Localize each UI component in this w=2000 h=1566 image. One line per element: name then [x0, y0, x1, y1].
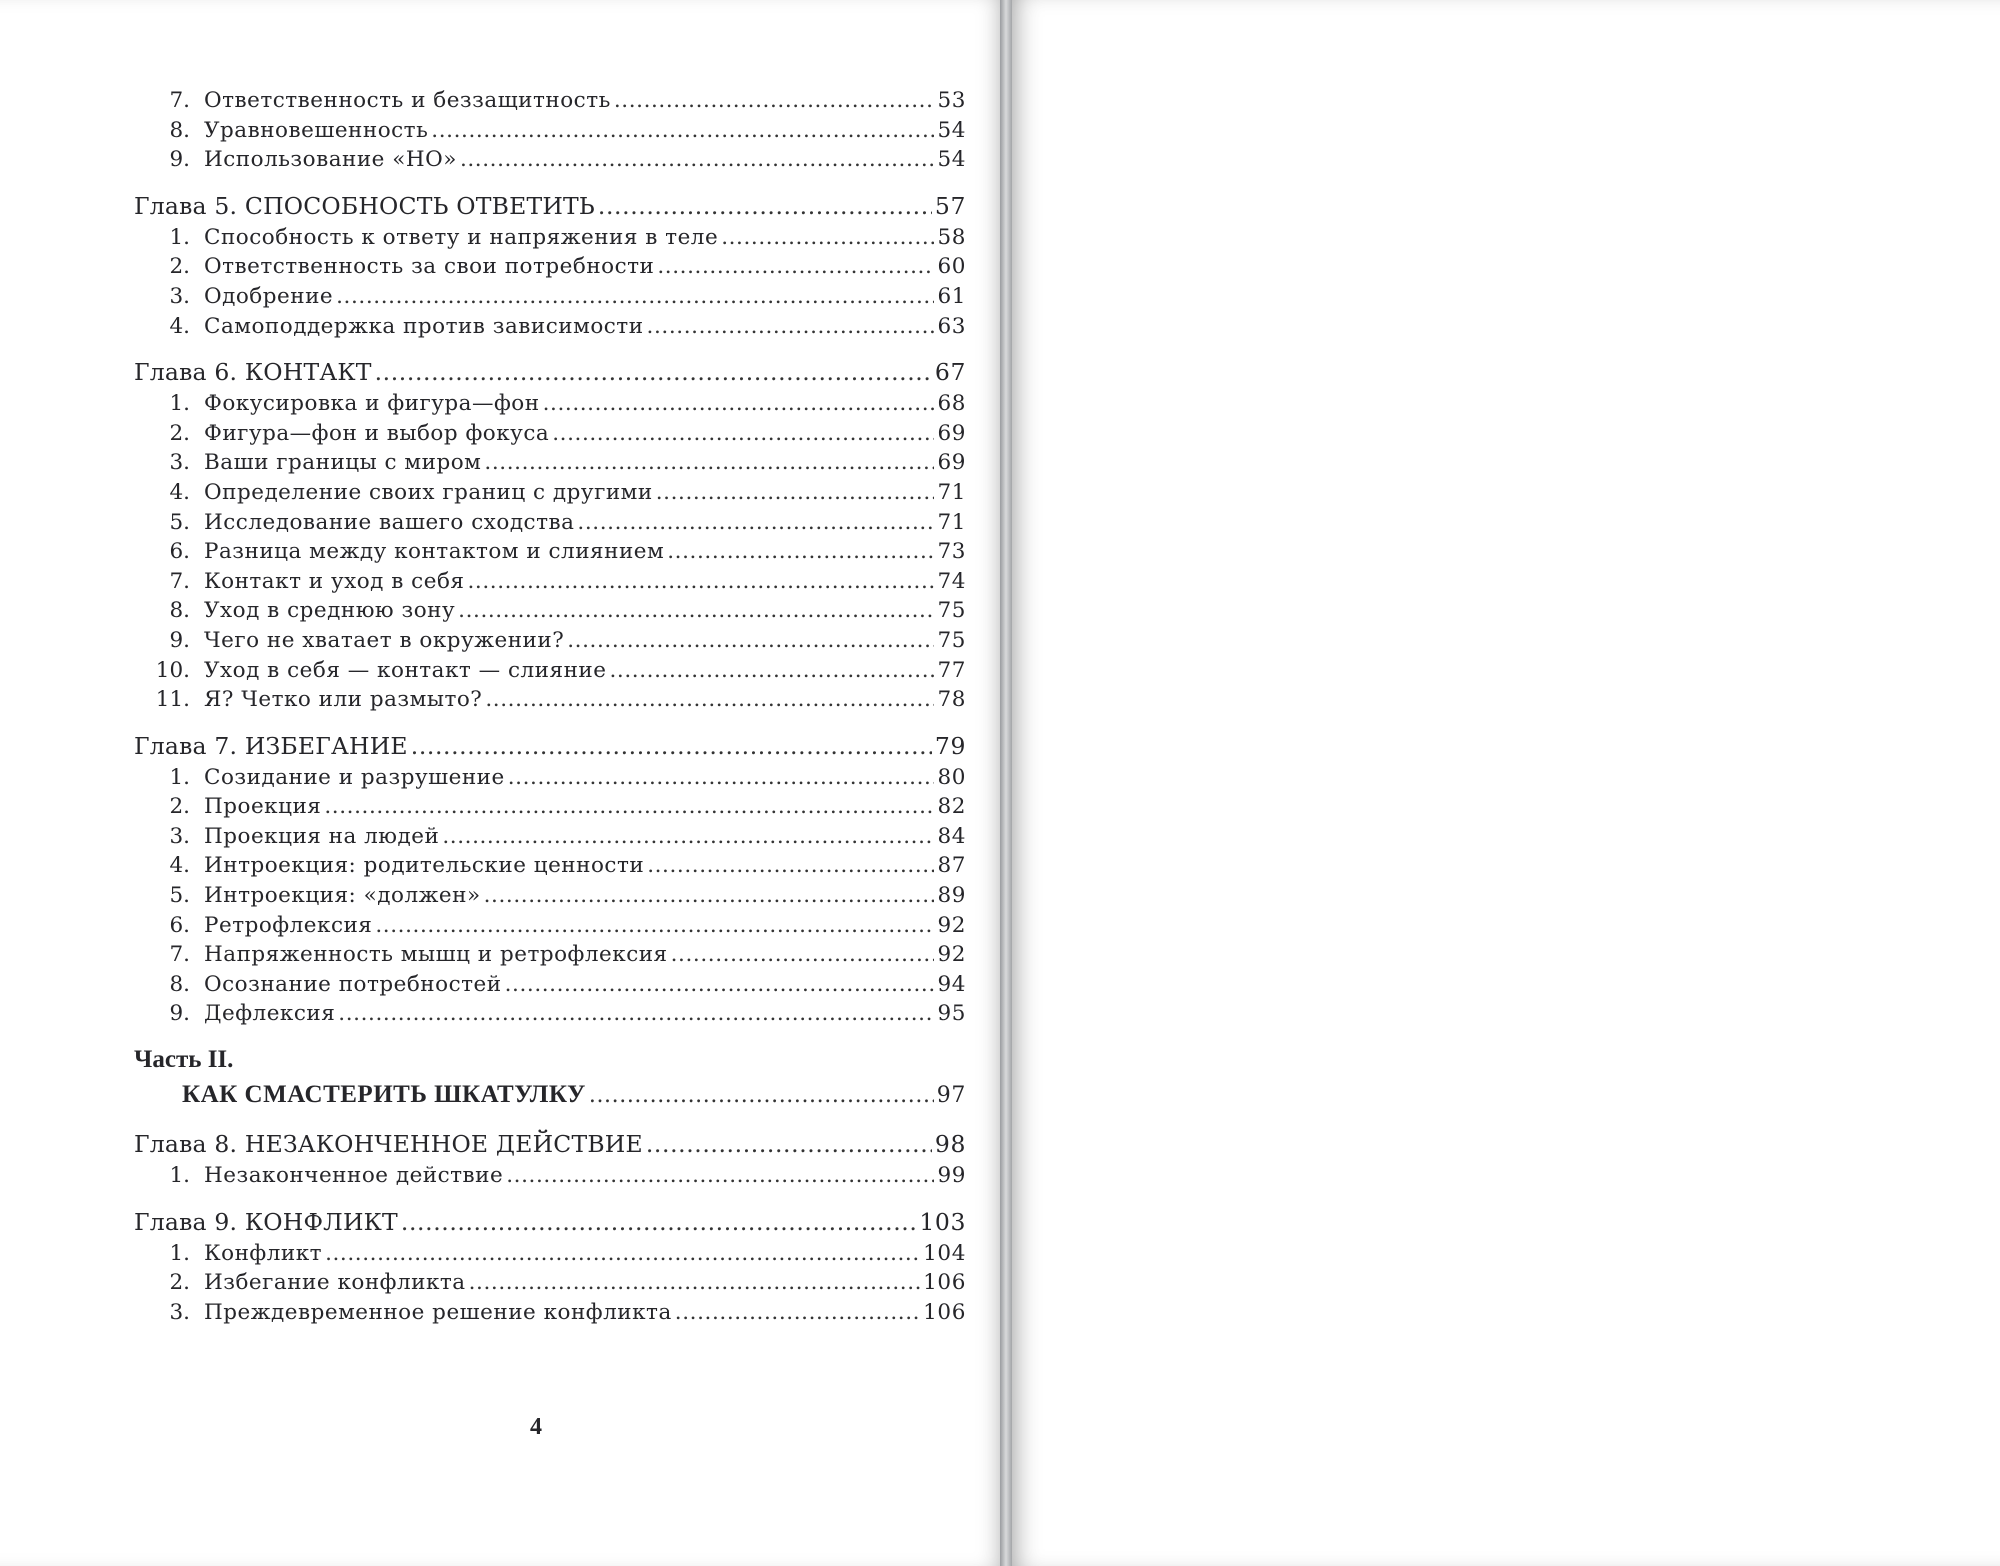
- entry-title: Глава 7. ИЗБЕГАНИЕ: [134, 731, 408, 760]
- dot-leader: [411, 729, 932, 763]
- dot-leader: [647, 312, 935, 342]
- entry-number: 4.: [169, 313, 190, 339]
- dot-leader: [401, 1205, 916, 1239]
- toc-item: [134, 312, 966, 342]
- entry-page: 53: [937, 88, 966, 113]
- dot-leader: [460, 145, 935, 175]
- entry-number: 9.: [169, 1001, 190, 1027]
- dot-leader: [336, 282, 934, 312]
- dot-leader: [484, 881, 935, 911]
- entry-number: 8.: [169, 117, 190, 143]
- toc-item: [134, 822, 966, 852]
- entry-number: 8.: [169, 598, 190, 624]
- entry-page: 84: [937, 823, 966, 849]
- dot-leader: [458, 596, 934, 626]
- entry-number: 6.: [169, 539, 190, 565]
- entry-number: 3.: [169, 283, 190, 309]
- entry-number: 9.: [169, 147, 190, 173]
- entry-title: Ваши границы с миром: [204, 450, 482, 476]
- dot-leader: [609, 656, 934, 686]
- entry-number: 8.: [169, 971, 190, 997]
- toc-item: [134, 223, 966, 253]
- entry-number: 2.: [169, 420, 190, 446]
- entry-title: Чего не хватает в окружении?: [204, 627, 565, 653]
- entry-title: Преждевременное решение конфликта: [204, 1299, 672, 1325]
- dot-leader: [577, 508, 934, 538]
- entry-number: 6.: [169, 912, 190, 938]
- dot-leader: [647, 851, 934, 881]
- dot-leader: [646, 1127, 932, 1161]
- toc-item: [134, 389, 966, 419]
- entry-number: 7.: [169, 88, 190, 113]
- part-heading: [134, 1077, 966, 1113]
- entry-page: 103: [919, 1207, 966, 1236]
- toc-left: [134, 86, 966, 1327]
- toc-item: [134, 145, 966, 175]
- entry-number: 1.: [169, 391, 190, 417]
- right-page: [1006, 0, 2000, 1566]
- dot-leader: [543, 389, 935, 419]
- entry-number: 2.: [169, 254, 190, 280]
- toc-item: [134, 86, 966, 116]
- entry-title: Глава 9. КОНФЛИКТ: [134, 1207, 398, 1236]
- entry-page: 57: [934, 191, 966, 220]
- entry-number: 9.: [169, 627, 190, 653]
- entry-number: 10.: [155, 657, 190, 683]
- toc-item: [134, 282, 966, 312]
- entry-page: 54: [937, 147, 966, 173]
- toc-item: [134, 911, 966, 941]
- page-number: 4: [530, 1414, 542, 1440]
- entry-page: 87: [937, 853, 966, 879]
- dot-leader: [375, 355, 932, 389]
- dot-leader: [667, 537, 934, 567]
- toc-item: [134, 685, 966, 715]
- entry-title: Уход в себя — контакт — слияние: [204, 657, 607, 683]
- dot-leader: [324, 792, 934, 822]
- entry-title: Использование «НО»: [204, 147, 457, 173]
- entry-page: 104: [923, 1240, 966, 1266]
- entry-page: 69: [937, 450, 966, 476]
- dot-leader: [675, 1298, 920, 1328]
- toc-item: [134, 419, 966, 449]
- dot-leader: [671, 940, 935, 970]
- entry-title: Одобрение: [204, 283, 334, 309]
- entry-page: 75: [937, 627, 966, 653]
- entry-number: 1.: [169, 1163, 190, 1189]
- entry-page: 71: [937, 509, 966, 535]
- entry-page: 106: [923, 1299, 966, 1325]
- entry-page: 94: [937, 971, 966, 997]
- entry-page: 77: [937, 657, 966, 683]
- dot-leader: [508, 763, 935, 793]
- entry-title: Дефлексия: [204, 1001, 336, 1027]
- entry-page: 63: [937, 313, 966, 339]
- entry-title: Фигура—фон и выбор фокуса: [204, 420, 550, 446]
- entry-page: 71: [937, 479, 966, 505]
- entry-page: 78: [937, 687, 966, 713]
- entry-page: 75: [937, 598, 966, 624]
- entry-title: Незаконченное действие: [204, 1163, 504, 1189]
- entry-number: 7.: [169, 942, 190, 968]
- dot-leader: [375, 911, 934, 941]
- entry-page: 67: [934, 358, 966, 387]
- dot-leader: [552, 419, 934, 449]
- toc-item: [134, 478, 966, 508]
- entry-title: Интроекция: «должен»: [204, 883, 481, 909]
- entry-title: Самоподдержка против зависимости: [204, 313, 644, 339]
- entry-title: Глава 6. КОНТАКТ: [134, 358, 372, 387]
- entry-number: 11.: [155, 687, 190, 713]
- entry-number: 2.: [169, 794, 190, 820]
- chapter-heading: [134, 355, 966, 389]
- entry-number: 1.: [169, 764, 190, 790]
- toc-item: [134, 537, 966, 567]
- dot-leader: [325, 1239, 920, 1269]
- entry-title: Контакт и уход в себя: [204, 568, 465, 594]
- entry-page: 92: [937, 942, 966, 968]
- entry-title: Ответственность и беззащитность: [204, 88, 611, 113]
- entry-title: Избегание конфликта: [204, 1270, 466, 1296]
- chapter-heading: [134, 1205, 966, 1239]
- toc-item: [134, 567, 966, 597]
- entry-number: 2.: [169, 1270, 190, 1296]
- dot-leader: [614, 86, 935, 116]
- toc-item: [134, 656, 966, 686]
- entry-title: Проекция на людей: [204, 823, 440, 849]
- entry-title: Я? Четко или размыто?: [204, 687, 483, 713]
- entry-title: Определение своих границ с другими: [204, 479, 653, 505]
- dot-leader: [469, 1268, 921, 1298]
- entry-title: Способность к ответу и напряжения в теле: [204, 224, 719, 250]
- toc-item: [134, 851, 966, 881]
- dot-leader: [484, 448, 934, 478]
- dot-leader: [657, 252, 934, 282]
- entry-number: 4.: [169, 479, 190, 505]
- entry-page: 82: [937, 794, 966, 820]
- entry-title: Глава 5. СПОСОБНОСТЬ ОТВЕТИТЬ: [134, 191, 595, 220]
- dot-leader: [431, 116, 934, 146]
- entry-title: Глава 8. НЕЗАКОНЧЕННОЕ ДЕЙСТВИЕ: [134, 1130, 643, 1159]
- dot-leader: [467, 567, 934, 597]
- toc-item: [134, 626, 966, 656]
- toc-item: [134, 881, 966, 911]
- entry-title: Проекция: [204, 794, 322, 820]
- entry-page: 79: [934, 731, 966, 760]
- entry-page: 54: [937, 117, 966, 143]
- entry-number: 5.: [169, 509, 190, 535]
- entry-page: 68: [937, 391, 966, 417]
- chapter-heading: [134, 729, 966, 763]
- dot-leader: [442, 822, 934, 852]
- toc-item: [134, 116, 966, 146]
- toc-item: [134, 999, 966, 1029]
- dot-leader: [598, 189, 932, 223]
- entry-title: Интроекция: родительские ценности: [204, 853, 645, 879]
- toc-item: [134, 940, 966, 970]
- entry-number: 3.: [169, 823, 190, 849]
- entry-title: Ретрофлексия: [204, 912, 373, 938]
- entry-number: 3.: [169, 1299, 190, 1325]
- toc-item: [134, 1268, 966, 1298]
- toc-item: [134, 763, 966, 793]
- entry-page: 61: [937, 283, 966, 309]
- entry-title: Созидание и разрушение: [204, 764, 505, 790]
- entry-page: 89: [937, 883, 966, 909]
- toc-item: [134, 792, 966, 822]
- entry-page: 58: [937, 224, 966, 250]
- chapter-heading: [134, 189, 966, 223]
- entry-page: 74: [937, 568, 966, 594]
- dot-leader: [505, 970, 935, 1000]
- entry-page: 60: [937, 254, 966, 280]
- entry-number: 7.: [169, 568, 190, 594]
- dot-leader: [589, 1078, 934, 1114]
- entry-page: 97: [936, 1083, 966, 1109]
- entry-title: Уход в среднюю зону: [204, 598, 456, 624]
- dot-leader: [485, 685, 934, 715]
- entry-number: 1.: [169, 224, 190, 250]
- entry-title: Конфликт: [204, 1240, 323, 1266]
- toc-item: [134, 252, 966, 282]
- dot-leader: [721, 223, 934, 253]
- toc-item: [134, 448, 966, 478]
- book-gutter: [1000, 0, 1012, 1566]
- entry-number: 1.: [169, 1240, 190, 1266]
- toc-item: [134, 1161, 966, 1191]
- chapter-heading: [134, 1127, 966, 1161]
- entry-page: 69: [937, 420, 966, 446]
- dot-leader: [656, 478, 935, 508]
- entry-page: 95: [937, 1001, 966, 1027]
- entry-title: Ответственность за свои потребности: [204, 254, 655, 280]
- toc-item: [134, 1298, 966, 1328]
- entry-title: Осознание потребностей: [204, 971, 502, 997]
- dot-leader: [506, 1161, 934, 1191]
- entry-page: 106: [923, 1270, 966, 1296]
- entry-number: 4.: [169, 853, 190, 879]
- dot-leader: [338, 999, 934, 1029]
- entry-title: КАК СМАСТЕРИТЬ ШКАТУЛКУ: [182, 1081, 586, 1109]
- entry-title: Разница между контактом и слиянием: [204, 539, 665, 565]
- entry-page: 99: [937, 1163, 966, 1189]
- toc-item: [134, 508, 966, 538]
- toc-item: [134, 970, 966, 1000]
- entry-page: 98: [934, 1130, 966, 1159]
- toc-item: [134, 596, 966, 626]
- entry-title: Уравновешенность: [204, 117, 429, 143]
- entry-page: 80: [937, 764, 966, 790]
- entry-title: Фокусировка и фигура—фон: [204, 391, 540, 417]
- entry-number: 5.: [169, 883, 190, 909]
- dot-leader: [567, 626, 934, 656]
- entry-number: 3.: [169, 450, 190, 476]
- entry-page: 92: [937, 912, 966, 938]
- toc-item: [134, 1239, 966, 1269]
- entry-page: 73: [937, 539, 966, 565]
- part-label: Часть II.: [134, 1046, 234, 1074]
- entry-title: Исследование вашего сходства: [204, 509, 575, 535]
- entry-title: Напряженность мышц и ретрофлексия: [204, 942, 668, 968]
